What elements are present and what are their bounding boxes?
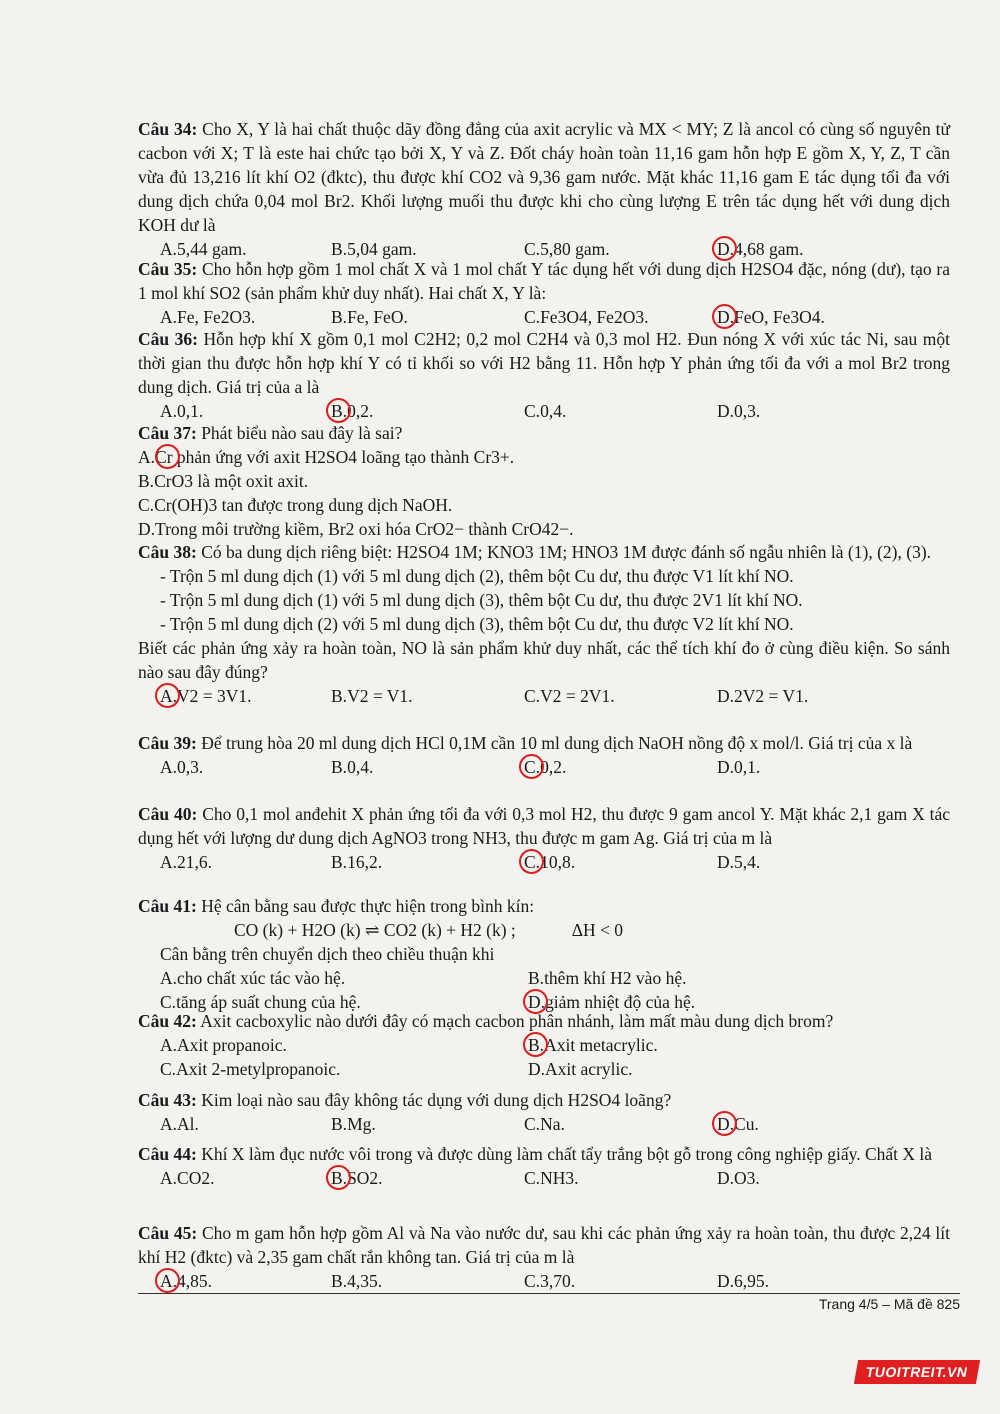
option-letter: B. <box>528 1035 545 1055</box>
question-q34 <box>138 117 950 261</box>
option-d <box>717 399 910 423</box>
option-letter: D. <box>717 401 735 421</box>
option-letter: B. <box>138 471 155 491</box>
question-q39 <box>138 731 950 779</box>
option-a <box>138 305 331 329</box>
option-text: 10,8. <box>540 852 576 872</box>
equilibrium-equation <box>138 918 950 942</box>
option-letter: D. <box>717 1114 735 1134</box>
option-text: 0,1. <box>734 757 761 777</box>
option-text: Axit metacrylic. <box>544 1035 658 1055</box>
question-label: Câu 41: <box>138 896 197 916</box>
question-text: Cho hỗn hợp gồm 1 mol chất X và 1 mol chất Y tác dụng hết với dung dịch H2SO4 đặc, nóng (dư), tạo ra 1 mol khí SO2 (sản phẩm khử duy nhất). Hai chất X, Y là: <box>138 259 950 303</box>
option-letter: B. <box>331 1271 348 1291</box>
option-text: SO2. <box>347 1168 383 1188</box>
question-text: Kim loại nào sau đây không tác dụng với dung dịch H2SO4 loãng? <box>201 1090 672 1110</box>
option-c <box>524 1166 717 1190</box>
option-d <box>717 850 910 874</box>
option-text: 16,2. <box>347 852 383 872</box>
option-letter: D. <box>717 686 735 706</box>
option-letter: B. <box>331 1168 348 1188</box>
option-d <box>717 684 910 708</box>
question-label: Câu 38: <box>138 542 197 562</box>
option-c <box>524 1112 717 1136</box>
option-text: 0,3. <box>177 757 204 777</box>
question-text: Cho m gam hỗn hợp gồm Al và Na vào nước dư, sau khi các phản ứng xảy ra hoàn toàn, thu được 2,24 lít khí H2 (đktc) và 2,35 gam chất rắn không tan. Giá trị của m là <box>138 1223 951 1267</box>
question-text: Khí X làm đục nước vôi trong và được dùng làm chất tẩy trắng bột gỗ trong công nghiệp giấy. Chất X là <box>201 1144 933 1164</box>
question-q42 <box>138 1009 950 1081</box>
condition-line: - Trộn 5 ml dung dịch (1) với 5 ml dung dịch (2), thêm bột Cu dư, thu được V1 lít khí NO. <box>160 566 794 586</box>
option-text: Trong môi trường kiềm, Br2 oxi hóa CrO2− thành CrO42−. <box>155 519 574 539</box>
option-letter: D. <box>138 519 156 539</box>
options-row <box>138 399 950 423</box>
option-letter: C. <box>524 401 541 421</box>
option-text: V2 = V1. <box>347 686 413 706</box>
option-a <box>138 399 331 423</box>
option-a <box>138 1033 528 1057</box>
option-letter: C. <box>138 495 155 515</box>
option-a <box>138 966 528 990</box>
question-stem <box>138 1142 950 1166</box>
question-label: Câu 43: <box>138 1090 197 1110</box>
option-letter: A. <box>160 686 178 706</box>
answer-mark-circle <box>712 1111 737 1136</box>
option-text: thêm khí H2 vào hệ. <box>544 968 687 988</box>
option-text: V2 = 3V1. <box>177 686 252 706</box>
option-c <box>524 1269 717 1293</box>
option-c <box>524 305 717 329</box>
question-text: Để trung hòa 20 ml dung dịch HCl 0,1M cần 10 ml dung dịch NaOH nồng độ x mol/l. Giá trị của x là <box>201 733 913 753</box>
equation-text: CO (k) + H2O (k) ⇌ CO2 (k) + H2 (k) ; <box>234 920 516 940</box>
question-q45 <box>138 1221 950 1293</box>
condition-line: - Trộn 5 ml dung dịch (2) với 5 ml dung dịch (3), thêm bột Cu dư, thu được V2 lít khí NO. <box>160 614 794 634</box>
question-stem <box>138 1009 950 1033</box>
option-letter: D. <box>717 852 735 872</box>
question-label: Câu 42: <box>138 1011 197 1031</box>
option-letter: A. <box>160 852 178 872</box>
option-d <box>138 517 573 541</box>
option-text: Axit acrylic. <box>545 1059 633 1079</box>
option-d <box>717 1166 910 1190</box>
option-letter: A. <box>160 757 178 777</box>
question-text: Cho 0,1 mol anđehit X phản ứng tối đa với 0,3 mol H2, thu được 9 gam ancol Y. Mặt khác 2,1 gam X tác dụng hết với lượng dư dung dịch AgNO3 trong NH3, thu được m gam Ag. Giá trị của m là <box>138 804 951 848</box>
option-text: 0,2. <box>540 757 567 777</box>
answer-mark-circle <box>326 398 351 423</box>
option-b <box>331 1269 524 1293</box>
option-text: Cr(OH)3 tan được trong dung dịch NaOH. <box>154 495 453 515</box>
option-c <box>524 755 717 779</box>
option-text: Fe, FeO. <box>347 307 408 327</box>
option-letter: B. <box>331 1114 348 1134</box>
option-letter: B. <box>331 401 348 421</box>
question-text: Hệ cân bằng sau được thực hiện trong bình kín: <box>201 896 535 916</box>
options-row <box>138 1166 950 1190</box>
option-text: 2V2 = V1. <box>734 686 809 706</box>
option-letter: C. <box>524 1114 541 1134</box>
option-text: Axit 2-metylpropanoic. <box>176 1059 341 1079</box>
question-stem <box>138 802 950 850</box>
question-q44 <box>138 1142 950 1190</box>
option-b <box>331 850 524 874</box>
question-stem <box>138 117 950 237</box>
question-label: Câu 40: <box>138 804 198 824</box>
option-text: tăng áp suất chung của hệ. <box>176 992 361 1012</box>
option-c <box>524 684 717 708</box>
option-letter: C. <box>160 992 177 1012</box>
option-text: 6,95. <box>734 1271 770 1291</box>
answer-mark-circle <box>155 444 180 469</box>
question-text: Phát biểu nào sau đây là sai? <box>201 423 403 443</box>
option-letter: B. <box>331 239 348 259</box>
options-row <box>138 445 950 469</box>
option-letter: C. <box>524 1271 541 1291</box>
option-b <box>528 966 918 990</box>
question-text: Axit cacboxylic nào dưới đây có mạch cacbon phân nhánh, làm mất màu dung dịch brom? <box>200 1011 834 1031</box>
option-text: O3. <box>734 1168 760 1188</box>
option-text: 0,3. <box>734 401 761 421</box>
option-letter: A. <box>160 1035 178 1055</box>
question-stem <box>138 1221 950 1269</box>
options-row <box>138 493 950 517</box>
page-number: Trang 4/5 – Mã đề 825 <box>818 1296 960 1312</box>
question-q41 <box>138 894 950 1014</box>
answer-mark-circle <box>155 683 180 708</box>
option-a <box>138 755 331 779</box>
option-text: 5,80 gam. <box>540 239 610 259</box>
option-letter: B. <box>331 686 348 706</box>
question-stem <box>138 257 950 305</box>
question-stem <box>138 894 950 918</box>
option-text: FeO, Fe3O4. <box>734 307 825 327</box>
answer-mark-circle <box>519 754 544 779</box>
options-row <box>138 684 950 708</box>
options-row <box>138 305 950 329</box>
option-text: V2 = 2V1. <box>540 686 615 706</box>
option-c <box>524 850 717 874</box>
option-a <box>138 1269 331 1293</box>
option-a <box>138 850 331 874</box>
watermark-logo-text: TUOITREIT.VN <box>864 1364 970 1380</box>
question-text: Có ba dung dịch riêng biệt: H2SO4 1M; KNO3 1M; HNO3 1M được đánh số ngẫu nhiên là (1), (2), (3). <box>201 542 932 562</box>
question-stem <box>138 327 950 399</box>
option-text: Fe3O4, Fe2O3. <box>540 307 649 327</box>
option-text: 0,1. <box>177 401 204 421</box>
options-row <box>138 850 950 874</box>
option-letter: C. <box>524 757 541 777</box>
option-text: 5,04 gam. <box>347 239 417 259</box>
question-followup: Biết các phản ứng xảy ra hoàn toàn, NO là sản phẩm khử duy nhất, các thể tích khí đo ở cùng điều kiện. So sánh nào sau đây đúng? <box>138 638 950 682</box>
option-b <box>528 1033 918 1057</box>
answer-mark-circle <box>523 1032 548 1057</box>
options-row <box>138 755 950 779</box>
option-letter: A. <box>160 307 178 327</box>
option-d <box>717 1112 910 1136</box>
answer-mark-circle <box>712 304 737 329</box>
enthalpy-text: ΔH < 0 <box>571 920 624 940</box>
watermark-logo <box>854 1360 980 1384</box>
option-text: 4,68 gam. <box>734 239 804 259</box>
option-letter: B. <box>528 968 545 988</box>
option-letter: A. <box>160 401 178 421</box>
option-letter: D. <box>528 1059 546 1079</box>
options-row <box>138 1033 950 1057</box>
option-text: 4,85. <box>177 1271 213 1291</box>
option-a <box>138 1166 331 1190</box>
option-letter: B. <box>331 852 348 872</box>
option-d <box>717 305 910 329</box>
page-footer <box>138 1293 960 1312</box>
option-letter: B. <box>331 307 348 327</box>
question-q38 <box>138 540 950 708</box>
question-label: Câu 44: <box>138 1144 197 1164</box>
option-text: Cu. <box>734 1114 759 1134</box>
option-letter: C. <box>524 307 541 327</box>
options-row <box>138 517 950 541</box>
condition-line: - Trộn 5 ml dung dịch (1) với 5 ml dung dịch (3), thêm bột Cu dư, thu được 2V1 lít khí NO. <box>160 590 803 610</box>
option-text: 0,4. <box>540 401 567 421</box>
option-d <box>717 1269 910 1293</box>
option-letter: A. <box>160 1168 178 1188</box>
question-text: Cho X, Y là hai chất thuộc dãy đồng đẳng của axit acrylic và MX < MY; Z là ancol có cùng số nguyên tử cacbon với X; T là este hai chức tạo bởi X, Y và Z. Đốt cháy hoàn toàn 11,16 gam hỗn hợp E gồm X, Y, Z, T cần vừa đủ 13,216 lít khí O2 (đktc), thu được khí CO2 và 9,36 gam nước. Mặt khác 11,16 gam E tác dụng tối đa với dung dịch chứa 0,04 mol Br2. Khối lượng muối thu được khi cho cùng lượng E trên tác dụng hết với dung dịch KOH dư là <box>138 119 950 235</box>
question-followup: Cân bằng trên chuyển dịch theo chiều thuận khi <box>160 944 495 964</box>
question-q37 <box>138 421 950 541</box>
option-letter: C. <box>524 852 541 872</box>
question-label: Câu 45: <box>138 1223 198 1243</box>
question-q40 <box>138 802 950 874</box>
option-letter: D. <box>528 992 546 1012</box>
question-text: Hỗn hợp khí X gồm 0,1 mol C2H2; 0,2 mol C2H4 và 0,3 mol H2. Đun nóng X với xúc tác Ni, sau một thời gian thu được hỗn hợp khí Y có tỉ khối so với H2 bằng 11. Hỗn hợp Y phản ứng tối đa với a mol Br2 trong dung dịch. Giá trị của a là <box>138 329 950 397</box>
option-letter: C. <box>524 239 541 259</box>
question-label: Câu 37: <box>138 423 197 443</box>
answer-mark-circle <box>519 849 544 874</box>
question-label: Câu 36: <box>138 329 198 349</box>
option-letter: A. <box>160 968 178 988</box>
option-text: CO2. <box>177 1168 215 1188</box>
option-letter: D. <box>717 307 735 327</box>
option-b <box>331 399 524 423</box>
option-text: 0,4. <box>347 757 374 777</box>
option-text: Fe, Fe2O3. <box>177 307 256 327</box>
option-d <box>528 1057 918 1081</box>
question-label: Câu 35: <box>138 259 198 279</box>
option-letter: D. <box>717 239 735 259</box>
option-letter: C. <box>524 1168 541 1188</box>
option-text: 0,2. <box>347 401 374 421</box>
option-text: cho chất xúc tác vào hệ. <box>177 968 346 988</box>
option-b <box>331 305 524 329</box>
option-letter: D. <box>717 1168 735 1188</box>
option-letter: D. <box>717 757 735 777</box>
option-text: Cr phản ứng với axit H2SO4 loãng tạo thành Cr3+. <box>155 447 515 467</box>
options-row <box>138 1112 950 1136</box>
option-letter: C. <box>524 686 541 706</box>
option-text: CrO3 là một oxit axit. <box>154 471 309 491</box>
option-c <box>138 1057 528 1081</box>
option-letter: A. <box>160 1114 178 1134</box>
option-text: NH3. <box>540 1168 579 1188</box>
options-row <box>138 1269 950 1293</box>
option-c <box>524 399 717 423</box>
option-text: Mg. <box>347 1114 376 1134</box>
option-a <box>138 1112 331 1136</box>
options-row <box>138 469 950 493</box>
question-stem <box>138 731 950 755</box>
option-b <box>331 1112 524 1136</box>
option-text: 21,6. <box>177 852 213 872</box>
option-text: giảm nhiệt độ của hệ. <box>545 992 696 1012</box>
option-text: Al. <box>177 1114 199 1134</box>
question-q35 <box>138 257 950 329</box>
option-letter: A. <box>138 447 156 467</box>
option-text: Axit propanoic. <box>177 1035 287 1055</box>
option-b <box>138 469 308 493</box>
option-b <box>331 755 524 779</box>
option-text: 5,44 gam. <box>177 239 247 259</box>
option-letter: A. <box>160 239 178 259</box>
option-text: Na. <box>540 1114 565 1134</box>
question-q43 <box>138 1088 950 1136</box>
option-a <box>138 684 331 708</box>
option-c <box>138 493 452 517</box>
answer-mark-circle <box>155 1268 180 1293</box>
option-letter: B. <box>331 757 348 777</box>
option-letter: A. <box>160 1271 178 1291</box>
option-text: 3,70. <box>540 1271 576 1291</box>
option-letter: D. <box>717 1271 735 1291</box>
options-row <box>138 966 950 990</box>
option-b <box>331 684 524 708</box>
option-d <box>717 755 910 779</box>
option-a <box>138 445 514 469</box>
question-stem <box>138 421 950 445</box>
options-row <box>138 1057 950 1081</box>
question-q36 <box>138 327 950 423</box>
question-stem <box>138 540 950 564</box>
option-text: 5,4. <box>734 852 761 872</box>
question-stem <box>138 1088 950 1112</box>
option-text: 4,35. <box>347 1271 383 1291</box>
question-label: Câu 34: <box>138 119 198 139</box>
answer-mark-circle <box>326 1165 351 1190</box>
option-letter: C. <box>160 1059 177 1079</box>
question-label: Câu 39: <box>138 733 197 753</box>
option-b <box>331 1166 524 1190</box>
